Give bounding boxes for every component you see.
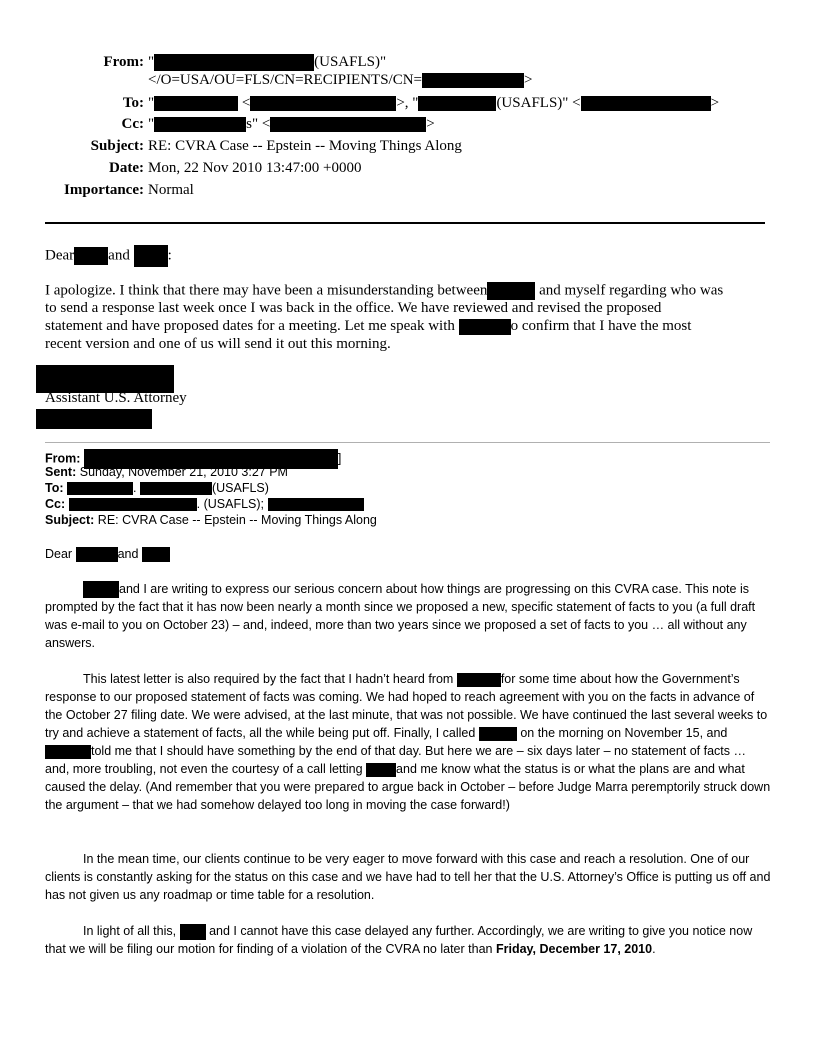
redaction: [487, 282, 535, 300]
date-label: Date:: [109, 160, 144, 176]
redaction: [76, 547, 118, 562]
reply-line-4: recent version and one of us will send it out this morning.: [45, 336, 391, 352]
redaction: [154, 54, 314, 71]
redaction: [142, 547, 170, 562]
quoted-subject: Subject: RE: CVRA Case -- Epstein -- Moving Things Along: [45, 513, 377, 527]
quoted-cc: Cc: . (USAFLS);: [45, 497, 364, 511]
redaction: [459, 319, 511, 335]
redaction: [366, 763, 396, 777]
date-value: Mon, 22 Nov 2010 13:47:00 +0000: [148, 160, 362, 176]
cc-value: " s" < >: [148, 116, 435, 132]
redaction: [270, 117, 426, 132]
reply-line-3: statement and have proposed dates for a meeting. Let me speak with o confirm that I have the most: [45, 318, 692, 334]
redaction: [154, 96, 238, 111]
from-label: From:: [103, 54, 144, 70]
quoted-to: To: . (USAFLS): [45, 481, 269, 495]
redaction: [154, 117, 246, 132]
quoted-divider: [45, 442, 770, 443]
redaction: [250, 96, 396, 111]
subject-value: RE: CVRA Case -- Epstein -- Moving Things Along: [148, 138, 462, 154]
to-value: " < >, " (USAFLS)" < >: [148, 95, 720, 111]
redaction: [418, 96, 496, 111]
signature-title: Assistant U.S. Attorney: [45, 390, 187, 406]
from-value: " (USAFLS)": [148, 54, 387, 70]
redaction: [83, 581, 119, 598]
quoted-paragraph-2: This latest letter is also required by the fact that I hadn’t heard from for some time about how the Government’s response to our proposed statement of facts was coming. We had hoped to reach agreement with you on the facts in advance of the October 27 filing date. We were advised, at the last minute, that was not possible. We have continued the last several weeks to try and achieve a statement of facts, all the while being put off. Finally, I called on the morning on November 15, and told me that I should have something by the end of that day. But here we are – six days later – no statement of facts … and, more troubling, not even the courtesy of a call letting and me know what the status is or what the plans are and what caused the delay. (And remember that you were prepared to argue back in October – before Judge Marra peremptorily struck down the argument – that we had somehow delayed too long in moving the case forward!): [45, 672, 771, 812]
to-label: To:: [122, 95, 144, 111]
reply-greeting: Dear and :: [45, 245, 172, 267]
quoted-paragraph-4: In light of all this, and I cannot have this case delayed any further. Accordingly, we are writing to give you notice now that we will be filing our motion for finding of a violation of the CVRA no later than Friday, December 17, 2010.: [45, 924, 753, 956]
redaction: [69, 498, 197, 511]
quoted-paragraph-1: and I are writing to express our serious concern about how things are progressing on this CVRA case. This note is prompted by the fact that it has now been nearly a month since we proposed a new, specific statement of facts to you (a full draft was e-mail to you on October 23) – and, indeed, more than two years since we proposed a set of facts to you … all without any answers.: [45, 582, 756, 651]
reply-line-2: to send a response last week once I was back in the office. We have reviewed and revised the proposed: [45, 300, 662, 316]
signature-contact-redaction: [36, 409, 152, 429]
quoted-sent: Sent: Sunday, November 21, 2010 3:27 PM: [45, 465, 288, 479]
quoted-paragraph-3: In the mean time, our clients continue to be very eager to move forward with this case and reach a resolution. One of our clients is constantly asking for the status on this case and we have had to tell her that the U.S. Attorney’s Office is putting us off and has not given us any roadmap or time table for a resolution.: [45, 852, 771, 902]
cc-label: Cc:: [121, 116, 144, 132]
redaction: [140, 482, 212, 495]
redaction: [134, 245, 168, 267]
redaction: [457, 673, 501, 687]
header-divider: [45, 222, 765, 224]
importance-label: Importance:: [64, 182, 144, 198]
redaction: [581, 96, 711, 111]
signature-name-redaction: [36, 365, 174, 393]
from-address: </O=USA/OU=FLS/CN=RECIPIENTS/CN= >: [148, 72, 533, 88]
redaction: [268, 498, 364, 511]
reply-line-1: I apologize. I think that there may have been a misunderstanding between and myself regarding who was: [45, 282, 724, 299]
importance-value: Normal: [148, 182, 194, 198]
subject-label: Subject:: [90, 138, 144, 154]
redaction: [180, 924, 206, 940]
redaction: [67, 482, 133, 495]
redaction: [422, 73, 524, 88]
quoted-greeting: Dear and: [45, 545, 170, 563]
redaction: [479, 727, 517, 741]
redaction: [45, 745, 91, 759]
quoted-from: From: ]: [45, 449, 341, 469]
redaction: [74, 247, 108, 265]
